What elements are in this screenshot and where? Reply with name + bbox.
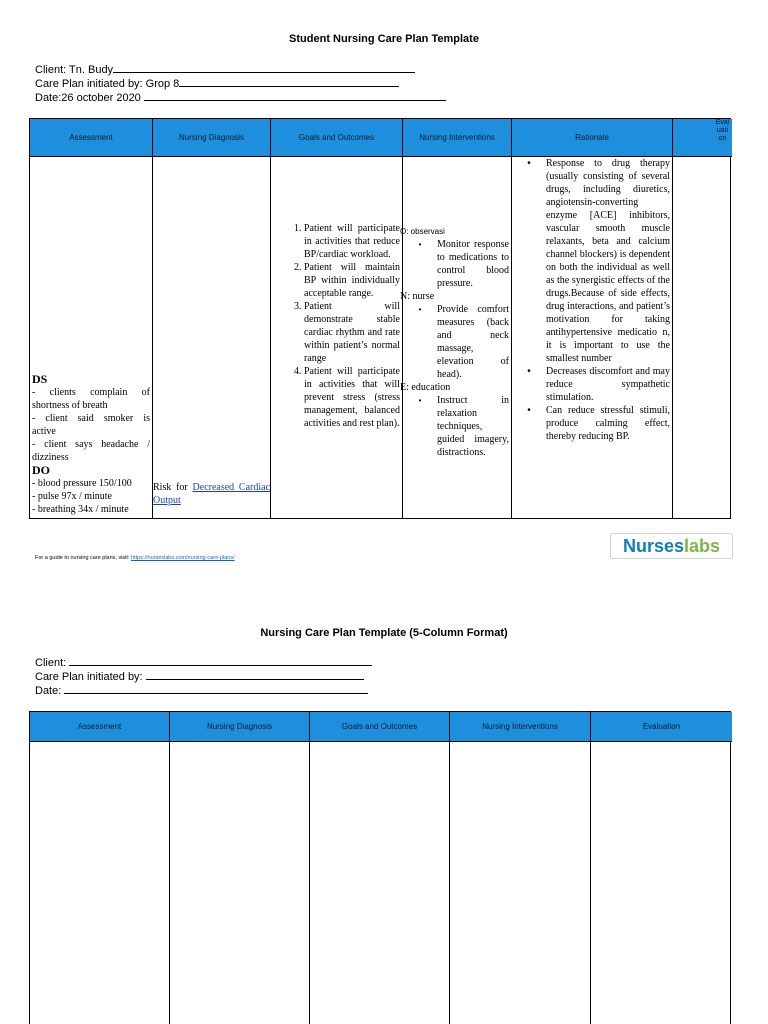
plan2-initiated-line xyxy=(35,670,364,684)
nurse-label: N: nurse xyxy=(400,291,435,302)
rationale-item: • Response to drug therapy (usually consisting of several drugs, including diuretics, angiotensin-converting enzyme [ACE] inhibitors, vascular smooth muscle relaxants, beta and calcium channel blockers) is dependent on both the individual as well as the synergistic effects of the drugs.Because of side effects, drug interactions, and patient’s motivation for taking antihypertensive medicatio n, it is important to use the smallest number xyxy=(512,157,670,365)
observation-label: O: observasi xyxy=(400,227,445,236)
bullet-icon: • xyxy=(418,305,422,314)
logo-text-labs: labs xyxy=(684,535,721,556)
diagnosis-cell[interactable] xyxy=(170,742,310,1024)
plan2-client-line xyxy=(35,656,372,670)
interventions-content xyxy=(400,225,509,459)
plan1-client-label: Client: Tn. Budy xyxy=(35,64,114,76)
evaluation-cell[interactable] xyxy=(591,742,732,1024)
rationale-cell xyxy=(512,157,673,518)
ds-item: active xyxy=(32,426,56,437)
do-label: DO xyxy=(32,463,50,477)
header-evaluation: Eval uati on xyxy=(715,119,730,142)
ds-item: dizziness xyxy=(32,452,69,463)
do-item: - breathing 34x / minute xyxy=(32,504,129,515)
plan2-title: Nursing Care Plan Template (5-Column Format) xyxy=(260,627,508,639)
nurseslabs-logo[interactable] xyxy=(610,533,733,559)
plan2-date-label: Date: xyxy=(35,685,62,697)
assessment-cell[interactable] xyxy=(30,742,170,1024)
date-underline xyxy=(64,684,368,694)
initiated-underline xyxy=(146,670,364,680)
header-evaluation: Evaluation xyxy=(591,712,732,742)
intervention-item: • Monitor response to medications to control blood pressure. xyxy=(403,238,509,290)
bullet-icon: • xyxy=(527,366,531,377)
header-nursing-diagnosis: Nursing Diagnosis xyxy=(153,119,271,157)
do-item: - blood pressure 150/100 xyxy=(32,478,132,489)
plan1-initiated-line xyxy=(35,77,399,91)
blank-care-plan-table xyxy=(29,711,731,1024)
header-assessment: Assessment xyxy=(30,119,153,157)
plan2-date-line xyxy=(35,684,368,698)
goals-cell[interactable] xyxy=(310,742,450,1024)
interventions-cell[interactable] xyxy=(450,742,591,1024)
header-nursing-interventions: Nursing Interventions xyxy=(450,712,591,742)
header-goals-outcomes: Goals and Outcomes xyxy=(310,712,450,742)
header-rationale: Rationale xyxy=(512,119,673,157)
goals-cell xyxy=(271,157,403,518)
initiated-underline xyxy=(179,77,399,87)
goals-list xyxy=(276,222,400,430)
client-underline xyxy=(69,656,372,666)
header-goals-outcomes: Goals and Outcomes xyxy=(271,119,403,157)
ds-label: DS xyxy=(32,372,48,386)
plan1-client-line xyxy=(35,63,415,77)
interventions-cell xyxy=(400,157,512,518)
goal-item: 2. Patient will maintain BP within individually acceptable range. xyxy=(304,261,400,300)
plan1-initiated-label: Care Plan initiated by: Grop 8 xyxy=(35,78,180,90)
intervention-item: • Instruct in relaxation techniques, guided imagery, distractions. xyxy=(403,394,509,459)
diagnosis-prefix: Risk for xyxy=(153,482,188,493)
ds-item: - client said smoker is xyxy=(32,413,150,424)
decreased-cardiac-output-link[interactable]: Decreased Cardiac Output xyxy=(153,482,271,506)
rationale-item: • Can reduce stressful stimuli, produce calming effect, thereby reducing BP. xyxy=(512,404,670,443)
assessment-cell xyxy=(30,157,153,518)
bullet-icon: • xyxy=(527,405,531,416)
bullet-icon: • xyxy=(527,158,531,169)
do-item: - pulse 97x / minute xyxy=(32,491,112,502)
care-plan-table xyxy=(29,118,731,519)
ds-item: shortness of breath xyxy=(32,400,108,411)
rationale-item: • Decreases discomfort and may reduce sympathetic stimulation. xyxy=(512,365,670,404)
date-underline xyxy=(144,91,446,101)
bullet-icon: • xyxy=(418,396,422,405)
client-underline xyxy=(113,63,415,73)
header-nursing-diagnosis: Nursing Diagnosis xyxy=(170,712,310,742)
rationale-content xyxy=(512,157,670,443)
nurseslabs-guide-link[interactable]: https://nurseslabs.com/nursing-care-plans/ xyxy=(131,555,235,561)
plan1-date-label: Date:26 october 2020 xyxy=(35,92,141,104)
logo-text-nurses: Nurses xyxy=(622,535,684,556)
plan2-client-label: Client: xyxy=(35,657,67,669)
guide-note xyxy=(35,555,235,561)
diagnosis-cell xyxy=(153,157,271,518)
ds-item: - client says headache / xyxy=(32,439,150,450)
bullet-icon: • xyxy=(418,240,422,249)
plan1-title: Student Nursing Care Plan Template xyxy=(289,33,479,45)
header-nursing-interventions: Nursing Interventions xyxy=(403,119,512,157)
header-assessment: Assessment xyxy=(30,712,170,742)
plan1-date-line xyxy=(35,91,446,105)
education-label: E: education xyxy=(400,382,451,393)
goal-item: 3. Patient will demonstrate stable cardiac rhythm and rate within patient’s normal range xyxy=(304,300,400,365)
guide-text: For a guide to nursing care plans, visit: xyxy=(35,555,130,561)
evaluation-cell xyxy=(673,157,732,518)
ds-item: - clients complain of xyxy=(32,387,150,398)
diagnosis-content xyxy=(153,481,270,507)
goal-item: 1. Patient will participate in activities that reduce BP/cardiac workload. xyxy=(304,222,400,261)
goal-item: 4. Patient will participate in activities that will prevent stress (stress management, balanced activities and rest plan). xyxy=(304,365,400,430)
assessment-content xyxy=(32,373,150,516)
plan2-initiated-label: Care Plan initiated by: xyxy=(35,671,143,683)
intervention-item: • Provide comfort measures (back and neck massage, elevation of head). xyxy=(403,303,509,381)
